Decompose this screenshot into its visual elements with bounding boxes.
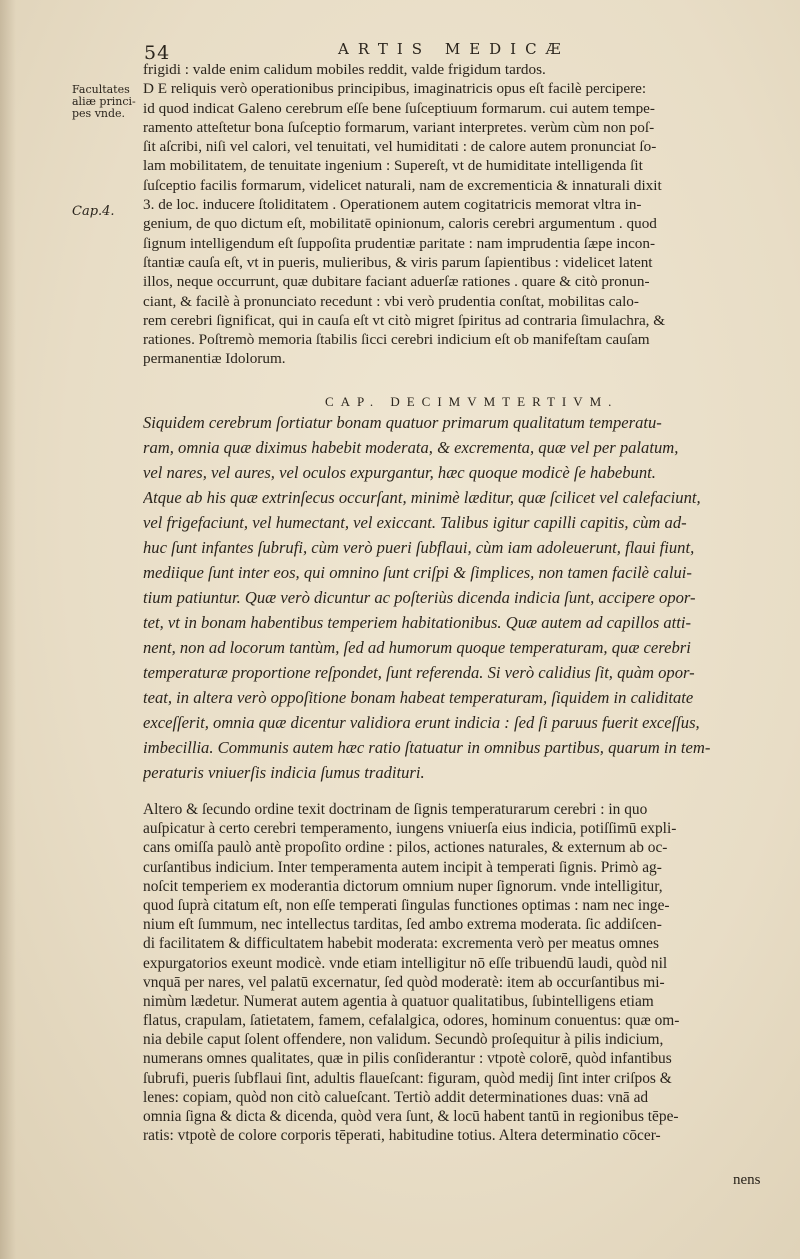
paragraph-operations: [143, 60, 765, 369]
italic-line: mediique ſunt inter eos, qui omnino ſunt criſpi & ſimplices, non tamen facilè calui-: [143, 563, 692, 582]
commentary-line: numerans omnes qualitates, quæ in pilis conſiderantur : vtpotè colorē, quòd infantibus: [143, 1050, 672, 1068]
text-line: illos, neque occurrunt, quæ dubitare faciant aduerſæ rationes . quare & citò pronun-: [143, 273, 650, 291]
italic-line: nent, non ad locorum tantùm, ſed ad humorum quoque temperaturam, quæ cerebri: [143, 638, 691, 657]
margin-note-line: Facultates: [72, 83, 130, 96]
margin-note-line: aliæ princi-: [72, 95, 136, 108]
commentary-line: di facilitatem & difficultatem habebit moderata: excrementa verò per meatus omnes: [143, 935, 659, 953]
text-line: rationes. Poſtremò memoria ſtabilis ſicci cerebri indicium eſt ob manifeſtam cauſam: [143, 331, 650, 349]
text-line: ſit aſcribi, niſi vel calori, vel tenuitati, vel humiditati : de calore autem pronunciat ſo-: [143, 138, 657, 156]
commentary-line: expurgatorios exeunt modicè. vnde etiam intelligitur nō eſſe tribuendū laudi, quòd nil: [143, 954, 668, 972]
italic-line: imbecillia. Communis autem hæc ratio ſtatuatur in omnibus partibus, quarum in tem-: [143, 738, 711, 757]
galen-text-italic: [143, 410, 765, 785]
text-line: rem cerebri ſignificat, qui in cauſa eſt vt citò migret ſpiritus ad contraria ſimulachra, &: [143, 311, 666, 329]
commentary-line: omnia ſigna & dicta & dicenda, quòd vera ſunt, & locū habent tantū in regionibus tēpe-: [143, 1108, 679, 1125]
text-line: ſignum intelligendum eſt ſuppoſita prudentiæ paritate : nam imprudentia ſæpe incon-: [143, 234, 656, 252]
text-line: ciant, & facilè à pronunciato recedunt : vbi verò prudentia conſtat, mobilitas calo-: [143, 292, 639, 310]
folio-number: 54: [144, 42, 171, 64]
commentary-line: vnquā per nares, vel palatū excernatur, ſed quòd moderatè: item ab occurſantibus mi-: [143, 973, 665, 991]
commentary-line: flatus, crapulam, ſatietatem, famem, cefalalgica, odores, hominum conuentus: quæ om-: [143, 1012, 680, 1030]
commentary-line: quod ſuprà citatum eſt, non eſſe temperati ſingulas functiones optimas : nam nec inge-: [143, 896, 670, 914]
commentary-line: ſubrufi, pueris ſubflaui ſint, adultis flaueſcant: figuram, quòd medij ſint inter criſpos &: [143, 1069, 672, 1087]
commentary-line: Altero & ſecundo ordine texit doctrinam de ſignis temperaturarum cerebri : in quo: [143, 801, 648, 818]
italic-line: peraturis vniuerſis indicia ſumus tradituri.: [143, 763, 425, 782]
text-line: id quod indicat Galeno cerebrum eſſe bene ſuſceptiuum formarum. cui autem tempe-: [143, 99, 655, 117]
margin-note-facultates: [72, 84, 136, 120]
text-line: D E reliquis verò operationibus principibus, imaginatricis opus eſt facilè percipere:: [143, 80, 647, 98]
italic-line: vel frigefaciunt, vel humectant, vel exiccant. Talibus igitur capilli capitis, cùm ad-: [143, 513, 687, 532]
commentary-paragraph: [143, 800, 765, 1145]
commentary-line: curſantibus indicium. Inter temperamenta autem incipit à temperati ſignis. Primò ag-: [143, 858, 662, 876]
text-line: ſuſceptio facilis formarum, videlicet naturali, nam de excrementicia & innaturali dixit: [143, 176, 662, 194]
commentary-line: nium eſt ſummum, nec intellectus tarditas, ſed ambo extrema moderata. ſic addiſcen-: [143, 916, 662, 934]
text-line: 3. de loc. inducere ſtoliditatem . Operationem autem cogitatricis memorat vltra in-: [143, 196, 642, 214]
page-gutter-shadow: [0, 0, 16, 1259]
italic-line: huc ſunt infantes ſubrufi, cùm verò pueri ſubflaui, cùm iam adoleuerunt, flaui fiunt,: [143, 538, 695, 557]
italic-line: temperaturæ proportione reſpondet, ſunt referenda. Si verò calidius ſit, quàm opor-: [143, 663, 695, 682]
italic-line: Siquidem cerebrum ſortiatur bonam quatuor primarum qualitatum temperatu-: [143, 413, 662, 432]
text-line: genium, de quo dictum eſt, mobilitatē opinionum, caloris cerebri argumentum . quod: [143, 215, 657, 233]
italic-line: Atque ab his quæ extrinſecus occurſant, minimè læditur, quæ ſcilicet vel calefaciunt,: [143, 488, 701, 507]
italic-line: ram, omnia quæ diximus habebit moderata, & excrementa, quæ vel per palatum,: [143, 438, 679, 457]
commentary-line: lenes: copiam, quòd non citò calueſcant. Tertiò addit determinationes duas: vnā ad: [143, 1088, 649, 1106]
text-line: lam mobilitatem, de tenuitate ingenium : Supereſt, vt de humiditate intelligenda ſit: [143, 157, 643, 175]
commentary-line: ratis: vtpotè de colore corporis tēperati, habitudine totius. Altera determinatio cōcer-: [143, 1127, 661, 1145]
margin-note-cap: Cap.4.: [72, 204, 115, 219]
running-head: ARTIS MEDICÆ: [338, 40, 570, 58]
catchword: nens: [733, 1172, 761, 1188]
margin-note-line: pes vnde.: [72, 107, 126, 120]
text-line: permanentiæ Idolorum.: [143, 350, 286, 368]
italic-line: teat, in altera verò oppoſitione bonam habeat temperaturam, ſiquidem in caliditate: [143, 688, 694, 707]
text-line: ramento atteſtetur bona ſuſceptio formarum, variant interpretes. verùm cùm non poſ-: [143, 118, 655, 136]
italic-line: tium patiuntur. Quæ verò dicuntur ac poſteriùs dicenda indicia ſunt, accipere opor-: [143, 588, 696, 607]
commentary-line: cans omiſſa paulò antè propoſito ordine : pilos, actiones naturales, & externum ab oc-: [143, 839, 668, 857]
commentary-line: auſpicatur à certo cerebri temperamento, iungens vniuerſa eius indicia, potiſſimū expli-: [143, 820, 677, 838]
italic-line: tet, vt in bonam habentibus temperiem habitationibus. Quæ autem ad capillos atti-: [143, 613, 692, 632]
text-line: ſtantiæ cauſa eſt, vt in pueris, mulieribus, & viris parum ſapientibus : videlicet latent: [143, 253, 653, 271]
text-line: frigidi : valde enim calidum mobiles reddit, valde frigidum tardos.: [143, 61, 546, 78]
commentary-line: noſcit temperiem ex moderantia dictorum omnium nuper ſignorum. vnde intelligitur,: [143, 877, 663, 895]
italic-line: vel nares, vel aures, vel oculos expurgantur, hæc quoque modicè ſe habebunt.: [143, 463, 656, 482]
commentary-line: nia debile caput ſolent offendere, non validum. Secundò proſequitur à pilis indicium,: [143, 1031, 664, 1049]
italic-line: exceſſerit, omnia quæ dicentur validiora erunt indicia : ſed ſi paruus fuerit exceſſus,: [143, 713, 700, 732]
commentary-line: nimùm lædetur. Numerat autem agentia à quatuor qualitatibus, ſubintelligens etiam: [143, 992, 654, 1010]
chapter-heading: CAP. DECIMVMTERTIVM.: [325, 394, 619, 409]
